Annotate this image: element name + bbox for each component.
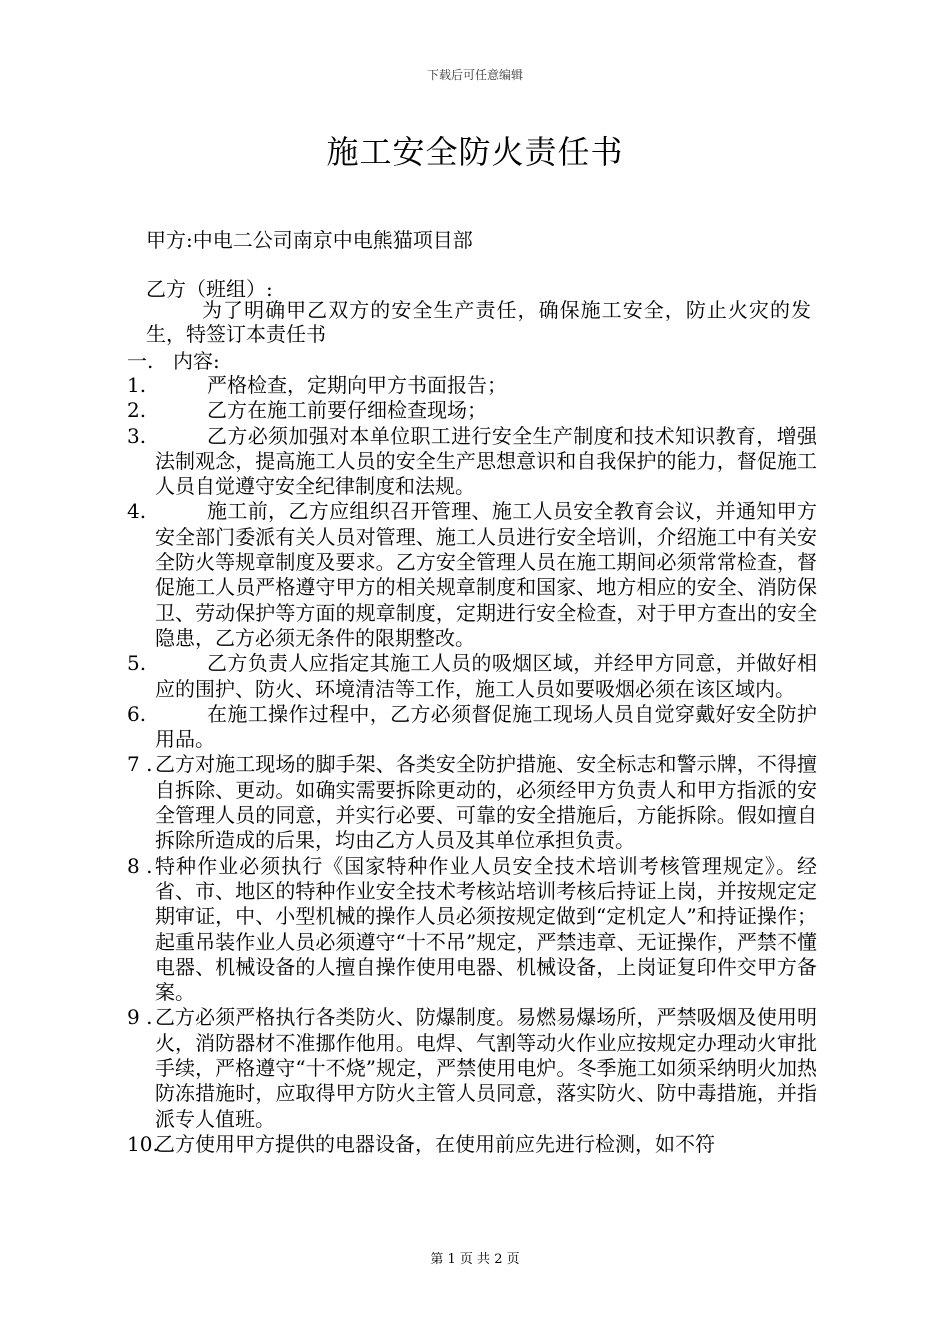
clause-number: 5. (127, 651, 147, 676)
clause-number: 4. (127, 499, 147, 524)
clause-item (127, 1132, 817, 1157)
section-heading (127, 349, 220, 373)
clause-text: 乙方在施工前要仔细检查现场； (207, 398, 487, 423)
clause-number: 6. (127, 701, 147, 726)
clause-text: 乙方负责人应指定其施工人员的吸烟区域，并经甲方同意，并做好相应的围护、防火、环境清洁等工作，施工人员如要吸烟必须在该区域内。 (155, 651, 817, 701)
clause-text: 乙方使用甲方提供的电器设备，在使用前应先进行检测，如不符 (155, 1131, 715, 1156)
section-label: 内容: (173, 349, 220, 373)
clause-text: 施工前，乙方应组织召开管理、施工人员安全教育会议，并通知甲方安全部门委派有关人员对管理、施工人员进行安全培训，介绍施工中有关安全防火等规章制度及要求。乙方安全管理人员在施工期间必须常常检查，督促施工人员严格遵守甲方的相关规章制度和国家、地方相应的安全、消防保卫、劳动保护等方面的规章制度，定期进行安全检查，对于甲方查出的安全隐患，乙方必须无条件的限期整改。 (155, 499, 817, 650)
clause-item (127, 651, 817, 702)
intro-paragraph: 为了明确甲乙双方的安全生产责任，确保施工安全，防止火灾的发生，特签订本责任书 (146, 298, 811, 346)
page-footer: 第 1 页 共 2 页 (430, 1252, 520, 1267)
clause-text: 特种作业必须执行《国家特种作业人员安全技术培训考核管理规定》。经省、市、地区的特种作业安全技术考核站培训考核后持证上岗，并按规定定期审证，中、小型机械的操作人员必须按规定做到“定机定人”和持证操作；起重吊装作业人员必须遵守“十不吊”规定，严禁违章、无证操作，严禁不懂电器、机械设备的人擅自操作使用电器、机械设备，上岗证复印件交甲方备案。 (155, 853, 817, 1005)
clause-text: 乙方对施工现场的脚手架、各类安全防护措施、安全标志和警示牌，不得擅自拆除、更动。如确实需要拆除更动的，必须经甲方负责人和甲方指派的安全管理人员的同意，并实行必要、可靠的安全措施后，方能拆除。假如擅自拆除所造成的后果，均由乙方人员及其单位承担负责。 (155, 752, 817, 853)
clause-item (127, 752, 817, 853)
clause-number: 1. (127, 373, 147, 397)
clause-text: 在施工操作过程中，乙方必须督促施工现场人员自觉穿戴好安全防护用品。 (155, 701, 817, 752)
clause-item (127, 398, 817, 423)
clause-number: 8 . (127, 853, 153, 878)
clause-item (127, 373, 817, 398)
section-number: 一. (127, 349, 154, 373)
clause-number: 9 . (127, 1005, 153, 1030)
clause-item (127, 702, 817, 753)
clause-number: 10. (127, 1131, 159, 1156)
clause-text: 乙方必须加强对本单位职工进行安全生产制度和技术知识教育，增强法制观念，提高施工人员的安全生产思想意识和自我保护的能力，督促施工人员自觉遵守安全纪律制度和法规。 (155, 423, 817, 499)
clause-number: 3. (127, 423, 147, 448)
clause-number: 7 . (127, 752, 153, 777)
party-a-line: 甲方:中电二公司南京中电熊猫项目部 (146, 228, 473, 252)
clause-item (127, 424, 817, 500)
clause-text: 严格检查，定期向甲方书面报告； (207, 373, 507, 397)
clause-item (127, 499, 817, 651)
clause-text: 乙方必须严格执行各类防火、防爆制度。易燃易爆场所，严禁吸烟及使用明火，消防器材不准挪作他用。电焊、气割等动火作业应按规定办理动火审批手续，严格遵守“十不烧”规定，严禁使用电炉。冬季施工如须采纳明火加热防冻措施时，应取得甲方防火主管人员同意，落实防火、防中毒措施，并指派专人值班。 (155, 1005, 817, 1131)
document-title: 施工安全防火责任书 (326, 133, 624, 171)
party-b-line: 乙方（班组）: (146, 277, 273, 301)
header-note: 下载后可任意编辑 (426, 68, 523, 82)
clause-item (127, 854, 817, 1006)
clause-list (127, 373, 817, 1157)
clause-item (127, 1005, 817, 1131)
clause-number: 2. (127, 398, 147, 423)
